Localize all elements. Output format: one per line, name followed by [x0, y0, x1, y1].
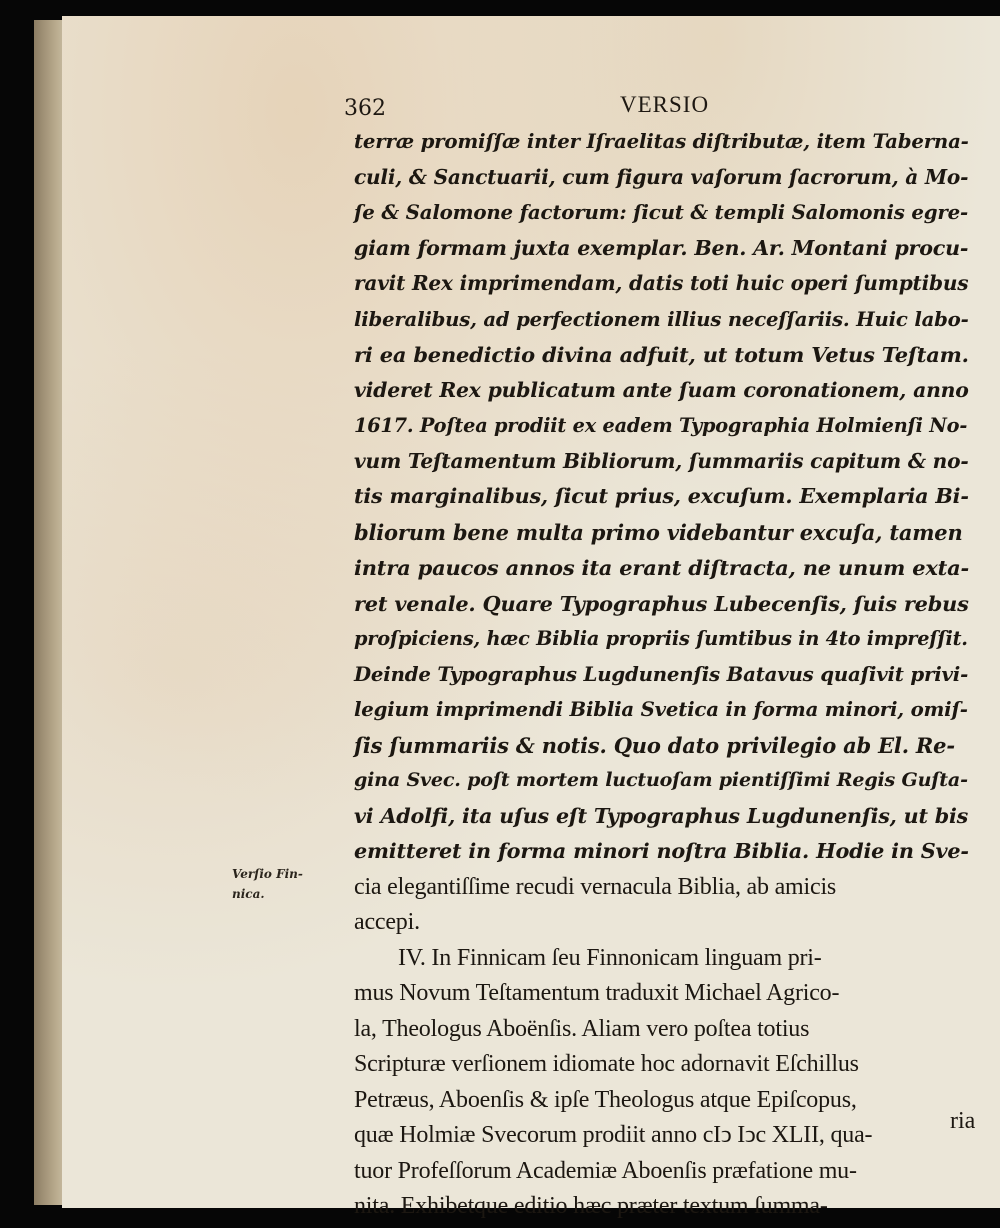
text-line: nita. Exhibetque editio hæc præter textum ſumma-: [354, 1193, 828, 1219]
text-line: vi Adolfi, ita uſus eſt Typographus Lugdunenſis, ut bis: [354, 803, 969, 828]
margin-note: [232, 864, 332, 904]
text-line: ret venale. Quare Typographus Lubecenſis, ſuis rebus: [354, 590, 969, 616]
text-line: ſis ſummariis & notis. Quo dato privilegio ab El. Re-: [354, 732, 955, 758]
text-line: tuor Profeſſorum Academiæ Aboenſis præfatione mu-: [354, 1157, 857, 1184]
text-line: emitteret in forma minori noſtra Biblia. Hodie in Sve-: [354, 839, 969, 863]
text-line: proſpiciens, hæc Biblia propriis ſumtibus in 4to impreſſit.: [354, 627, 968, 650]
text-line: giam formam juxta exemplar. Ben. Ar. Montani procu-: [354, 235, 969, 260]
text-line: mus Novum Teſtamentum traduxit Michael Agrico-: [354, 980, 840, 1006]
text-line: quæ Holmiæ Svecorum prodiit anno cIↄ Iↄc XLII, qua-: [354, 1122, 873, 1148]
text-line: videret Rex publicatum ante ſuam coronationem, anno: [354, 377, 969, 402]
text-line: accepi.: [354, 909, 420, 935]
running-head: VERSIO: [620, 92, 710, 117]
body-text: [354, 124, 970, 1225]
text-line: 1617. Poſtea prodiit ex eadem Typographia Holmienſi No-: [354, 414, 968, 437]
text-line: tis marginalibus, ſicut prius, excuſum. Exemplaria Bi-: [354, 484, 969, 508]
text-line: bliorum bene multa primo videbantur excuſa, tamen: [354, 519, 963, 545]
text-line: vum Teſtamentum Bibliorum, ſummariis capitum & no-: [354, 448, 969, 473]
text-line: cia elegantiſſime recudi vernacula Biblia, ab amicis: [354, 873, 837, 900]
text-line: Petræus, Aboenſis & ipſe Theologus atque Epiſcopus,: [354, 1086, 857, 1113]
text-line: culi, & Sanctuarii, cum figura vaſorum ſacrorum, à Mo-: [354, 164, 969, 189]
text-line: ravit Rex imprimendam, datis toti huic operi ſumptibus: [354, 271, 969, 295]
text-line: ſe & Salomone factorum: ſicut & templi Salomonis egre-: [354, 200, 968, 224]
margin-note-line: nica.: [232, 887, 265, 901]
margin-note-line: Verſio Fin-: [232, 867, 303, 881]
text-line: Scripturæ verſionem idiomate hoc adornavit Eſchillus: [354, 1051, 859, 1077]
text-line: gina Svec. poſt mortem luctuoſam pientiſſimi Regis Guſta-: [354, 769, 968, 791]
page-number: 362: [344, 96, 386, 121]
text-line: la, Theologus Aboënſis. Aliam vero poſtea totius: [354, 1015, 810, 1042]
text-line: terræ promiſſæ inter Iſraelitas diſtributæ, item Taberna-: [354, 129, 969, 153]
catchword: ria: [950, 1108, 976, 1134]
text-line: intra paucos annos ita erant diſtracta, ne unum exta-: [354, 555, 970, 580]
text-line: ri ea benedictio divina adfuit, ut totum Vetus Teſtam.: [354, 342, 969, 367]
text-line: liberalibus, ad perfectionem illius neceſſariis. Huic labo-: [354, 307, 969, 331]
text-line: legium imprimendi Biblia Svetica in forma minori, omiſ-: [354, 697, 968, 721]
text-line: Deinde Typographus Lugdunenſis Batavus quaſivit privi-: [354, 661, 969, 686]
text-line: IV. In Finnicam ſeu Finnonicam linguam pri-: [398, 944, 822, 971]
